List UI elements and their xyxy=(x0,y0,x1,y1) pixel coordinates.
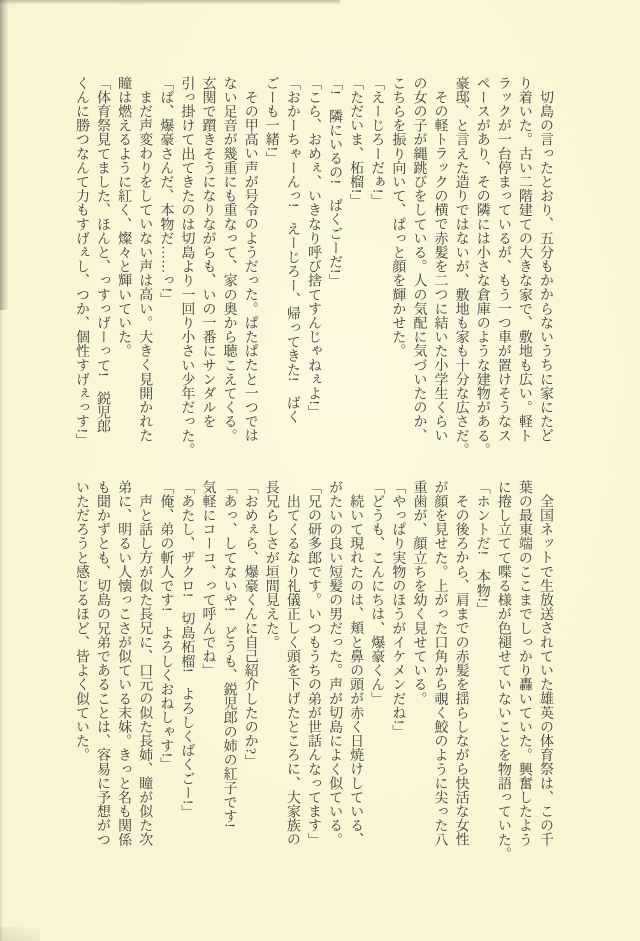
text-line: 「どうも、こんにちは、爆豪くん」 xyxy=(369,480,385,706)
text-line: 声と話し方が似た長兄に、口元の似た長姉、瞳が似た次 xyxy=(137,494,153,847)
text-line: 「ホントだ! 本物!」 xyxy=(474,480,490,617)
text-line: 引っ掛けて出てきたのは切島より一回り小さい少年だった。 xyxy=(179,76,195,457)
text-line: 「あたし、ザクロ! 切島柘榴! よろしくばくごー!」 xyxy=(179,480,195,819)
text-line: 全国ネットで生放送されていた雄英の体育祭は、この千 xyxy=(538,494,553,847)
text-line: の女の子が縄跳びをしている。人の気配に気づいたのか、 xyxy=(411,76,427,443)
text-line: 「おかーちゃーんっ! えーじろー、帰ってきた! ばく xyxy=(284,76,300,424)
text-line: その甲高い声が号令のようだった。ぱたぱたと一つでは xyxy=(242,90,258,443)
text-line: 「えーじろーだぁ!」 xyxy=(369,76,385,208)
text-line: その後ろから、肩までの赤髪を揺らしながら快活な女性 xyxy=(453,494,469,847)
text-line: くんに勝つなんて力もすげぇし、つか、個性すげぇっす!」 xyxy=(73,76,89,448)
text-line: に捲し立てて喋る様が色褪せていないことを物語っていた。 xyxy=(495,480,511,861)
text-line: 玄関で躓きそうになりながらも、いの一番にサンダルを xyxy=(200,76,216,429)
text-line: まだ声変わりをしていない声は高い。大きく見開かれた xyxy=(137,90,153,443)
scan-shadow-left xyxy=(0,0,9,310)
text-line: ペースがあり、その隣には小さな倉庫のような建物がある。 xyxy=(474,76,490,457)
text-line: 瞳は燃えるように紅く、燦々と輝いていた。 xyxy=(116,76,132,358)
text-line: その軽トラックの横で赤髪を二つに結いた小学生くらい xyxy=(432,90,448,443)
text-line: ごーも一緒!」 xyxy=(263,76,279,166)
text-line: 「やっぱり実物のほうがイケメンだね!」 xyxy=(390,480,406,739)
text-line: ラックが一台停まっているが、もう一つ車が置けそうなス xyxy=(495,76,511,443)
text-line: 「兄の研多郎です。いつもうちの弟が世話んなってます」 xyxy=(305,480,321,847)
text-line: 弟に、明るい人懐っこさが似ている末妹。きっと名も関係 xyxy=(116,480,132,847)
text-line: 豪邸、と言えた造りではないが、敷地も家も十分な広さだ。 xyxy=(453,76,469,457)
text-line: 出てくるなり礼儀正しく頭を下げたところに、大家族の xyxy=(284,494,300,847)
text-line: 長兄らしさが垣間見えた。 xyxy=(263,480,279,650)
text-line: 「ただいま、柘榴!」 xyxy=(348,76,364,208)
text-line: 「あっ、してないや! どうも、鋭児郎の姉の紅子です! xyxy=(221,480,237,828)
scan-shadow-top xyxy=(0,0,340,5)
text-line: こちらを振り向いて、ぱっと顔を輝かせた。 xyxy=(390,76,406,358)
text-line: 重歯が、顔立ちを幼く見せている。 xyxy=(411,480,427,706)
text-block-bottom xyxy=(71,480,556,862)
scan-shadow-bottom-left xyxy=(0,927,40,941)
text-line: いただろうと感じるほど、皆よく似ていた。 xyxy=(73,480,89,762)
text-line: がたいの良い短髪の男だった。声が切島によく似ている。 xyxy=(327,480,343,847)
text-line: 続いて現れたのは、頬と鼻の頭が赤く日焼けしている、 xyxy=(348,494,364,847)
scan-shadow-left-edge xyxy=(0,0,3,941)
text-line: も聞かずとも、切島の兄弟であることは、容易に予想がつ xyxy=(95,480,111,847)
text-line: 「体育祭見てました、ほんと、っすっげーって! 鋭児郎 xyxy=(95,76,111,434)
text-line: 気軽にコーコ、って呼んでね」 xyxy=(200,480,216,678)
text-line: が顔を見せた。上がった口角から覗く鮫のように尖った八 xyxy=(432,480,448,847)
text-line: 「こら、おめぇ、いきなり呼び捨てすんじゃねぇよ!」 xyxy=(305,76,321,420)
text-line: 「おめぇら、爆豪くんに自己紹介したのか?」 xyxy=(242,480,258,769)
text-line: 切島の言ったとおり、五分もかからないうちに家にたど xyxy=(538,90,553,443)
text-line: 「! 隣にいるの! ばくごーだ!」 xyxy=(327,76,343,288)
text-line: 「ば、爆豪さんだ、本物だ……っ!」 xyxy=(158,76,174,307)
text-line: 葉の最東端のここまでしっかり轟いていた。興奮したよう xyxy=(516,480,532,847)
text-line: ない足音が幾重にも重なって、家の奥から聴こえてくる。 xyxy=(221,76,237,443)
text-block-top xyxy=(71,76,556,458)
text-line: 「俺、弟の斬人です! よろしくおねしゃす!」 xyxy=(158,480,174,772)
text-line: り着いた。古い二階建ての大きな家で、敷地も広い。軽ト xyxy=(516,76,532,443)
